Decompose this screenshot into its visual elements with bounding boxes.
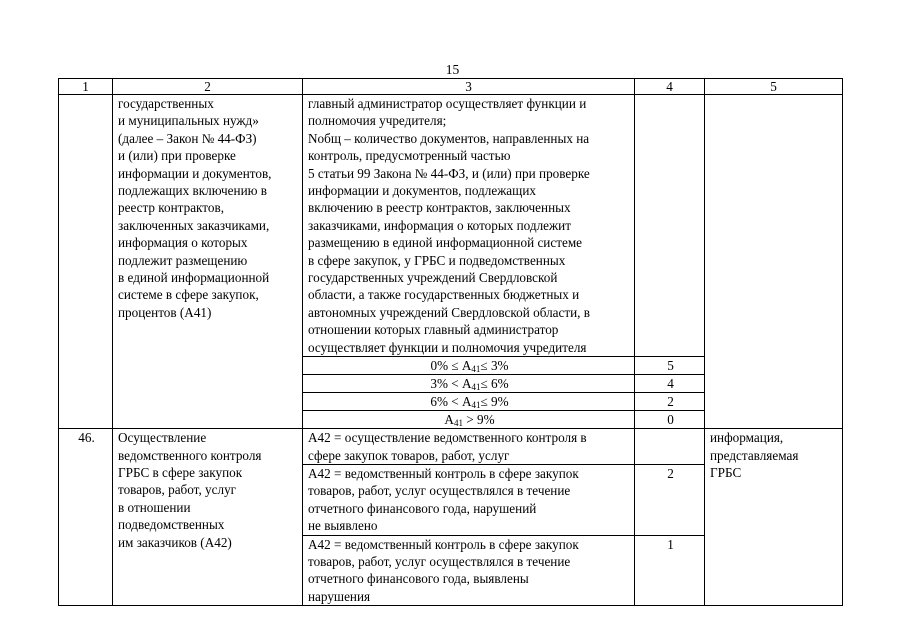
range-cell-1: $0\% \le А_{41}\le 3\%$ (303, 357, 635, 375)
row45-number-cell (59, 95, 113, 429)
row45-indicator-name: государственных и муниципальных нужд» (далее – Закон № 44-ФЗ) и (или) при проверке информации и документов, подлежащих включению в реестр контрактов, заключенных заказчиками, информация о которых подлежит размещению в единой информационной системе в сфере закупок, процентов (А41) (113, 95, 303, 429)
score-cell-3: 2 (635, 393, 705, 411)
row46-indicator-name: Осуществление ведомственного контроля ГРБС в сфере закупок товаров, работ, услуг в отношении подведомственных им заказчиков (А42) (113, 429, 303, 606)
row46-option-3-text: А42 = ведомственный контроль в сфере закупок товаров, работ, услуг осуществлялся в течение отчетного финансового года, выявлены нарушения (303, 535, 635, 606)
row46-option-2-text: А42 = ведомственный контроль в сфере закупок товаров, работ, услуг осуществлялся в течение отчетного финансового года, нарушений не выявлено (303, 464, 635, 535)
row46-option-1-score (635, 429, 705, 465)
table-row-46-option-1 (59, 429, 843, 465)
range-cell-2: $3\% < А_{41}\le 6\%$ (303, 375, 635, 393)
row45-score-empty (635, 95, 705, 357)
row46-option-1-text: А42 = осуществление ведомственного контроля в сфере закупок товаров, работ, услуг (303, 429, 635, 465)
header-cell-3: 3 (303, 79, 635, 95)
table-header-row (59, 79, 843, 95)
header-cell-2: 2 (113, 79, 303, 95)
header-cell-1: 1 (59, 79, 113, 95)
page-number: 15 (445, 62, 460, 77)
range-cell-4: $А_{41} > 9\%$ (303, 411, 635, 429)
row46-source: информация, представляемая ГРБС (705, 429, 843, 606)
header-cell-4: 4 (635, 79, 705, 95)
row46-number: 46. (59, 429, 113, 606)
header-cell-5: 5 (705, 79, 843, 95)
score-cell-4: 0 (635, 411, 705, 429)
score-cell-2: 4 (635, 375, 705, 393)
range-cell-3: $6\% < А_{41}\le 9\%$ (303, 393, 635, 411)
row45-source-cell (705, 95, 843, 429)
score-cell-1: 5 (635, 357, 705, 375)
row46-option-3-score: 1 (635, 535, 705, 606)
criteria-table (58, 78, 843, 606)
row45-formula-description: главный администратор осуществляет функции и полномочия учредителя; Nобщ – количество документов, направленных на контроль, предусмотренный частью 5 статьи 99 Закона № 44-ФЗ, и (или) при проверке информации и документов, подлежащих включению в реестр контрактов, заключенных заказчиками, информация о которых подлежит размещению в единой информационной системе в сфере закупок, у ГРБС и подведомственных государственных учреждений Свердловской области, а также государственных бюджетных и автономных учреждений Свердловской области, в отношении которых главный администратор осуществляет функции и полномочия учредителя (303, 95, 635, 357)
row46-option-2-score: 2 (635, 464, 705, 535)
table-row-45-description (59, 95, 843, 357)
